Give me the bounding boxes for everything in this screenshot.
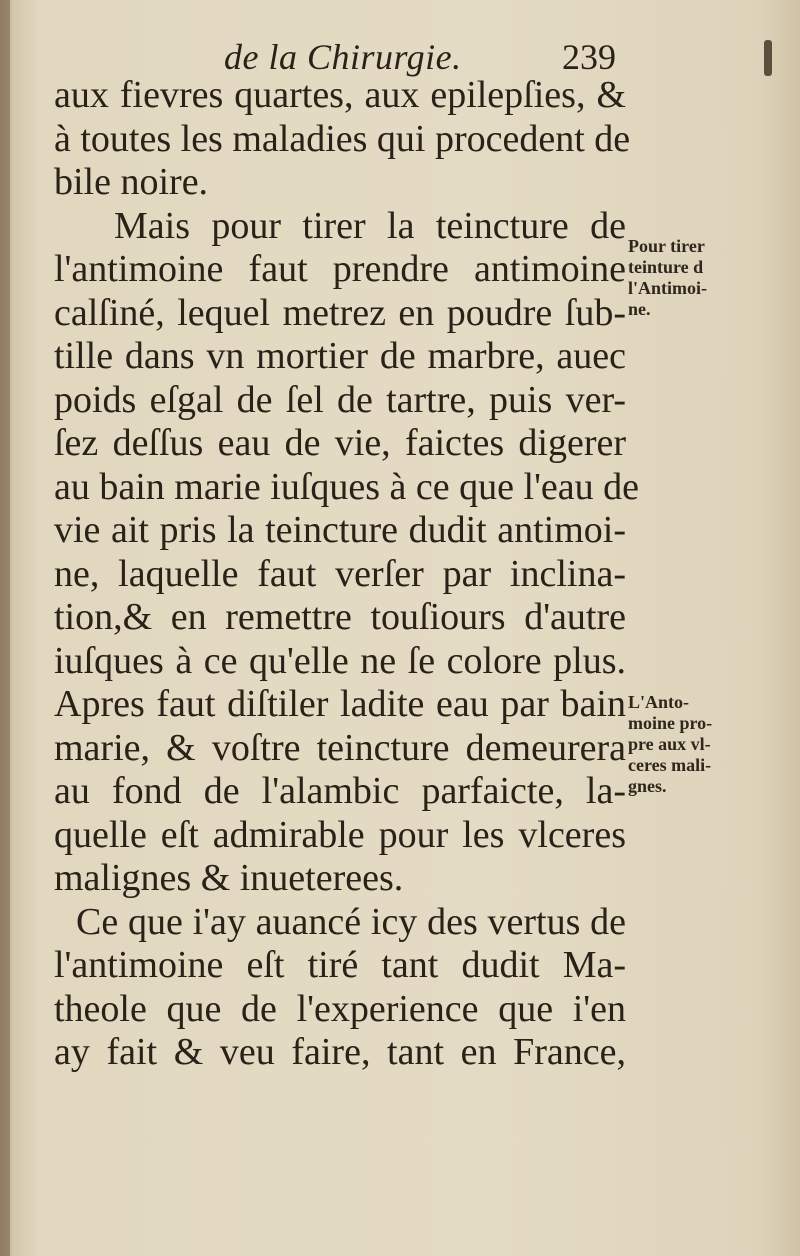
text-line: iuſques à ce qu'elle ne ſe colore plus. xyxy=(54,639,626,682)
text-line: theole que de l'experience que i'en xyxy=(54,987,626,1030)
margin-note-line: teinture d xyxy=(628,257,704,277)
text-line: marie, & voſtre teincture demeurera xyxy=(54,726,626,769)
margin-note-line: ne. xyxy=(628,299,651,319)
margin-note-line: gnes. xyxy=(628,776,667,796)
text-line: Ce que i'ay auancé icy des vertus de xyxy=(76,900,626,943)
text-line: ay fait & veu faire, tant en France, xyxy=(54,1031,626,1073)
page-number: 239 xyxy=(562,37,616,77)
text-line: l'antimoine faut prendre antimoine xyxy=(54,248,626,290)
body-text xyxy=(54,74,640,1075)
text-line: ſez deſſus eau de vie, faictes digerer xyxy=(54,422,626,464)
text-line: au fond de l'alambic parfaicte, la- xyxy=(54,770,626,812)
text-line: Mais pour tirer la teincture de xyxy=(114,204,626,247)
margin-note-line: Pour tirer xyxy=(628,236,705,256)
margin-note-line: moine pro- xyxy=(628,713,713,733)
text-line: calſiné, lequel metrez en poudre ſub- xyxy=(54,291,626,334)
text-line: malignes & inueterees. xyxy=(54,857,404,899)
margin-note xyxy=(628,236,758,320)
text-line: aux fievres quartes, aux epilepſies, & xyxy=(54,74,626,116)
text-line: au bain marie iuſques à ce que l'eau de xyxy=(54,465,640,508)
margin-note-line: L'Anto- xyxy=(628,692,690,712)
running-title: de la Chirurgie. xyxy=(224,37,462,77)
margin-note-line: ceres mali- xyxy=(628,755,712,775)
text-line: l'antimoine eſt tiré tant dudit Ma- xyxy=(54,944,626,986)
text-line: Apres faut diſtiler ladite eau par bain xyxy=(54,683,626,725)
text-line: à toutes les maladies qui procedent de xyxy=(54,117,631,160)
text-line: ne, laquelle faut verſer par inclina- xyxy=(54,552,626,595)
binding-gutter xyxy=(0,0,10,1256)
margin-note xyxy=(628,692,758,797)
text-line: tille dans vn mortier de marbre, auec xyxy=(54,335,626,377)
text-line: tion,& en remettre touſiours d'autre xyxy=(54,596,626,638)
text-line: bile noire. xyxy=(54,161,209,203)
text-line: poids eſgal de ſel de tartre, puis ver- xyxy=(54,378,626,421)
text-line: quelle eſt admirable pour les vlceres xyxy=(54,813,626,856)
margin-note-line: l'Antimoi- xyxy=(628,278,707,298)
margin-note-line: pre aux vl- xyxy=(628,734,711,754)
text-line: vie ait pris la teincture dudit antimoi- xyxy=(54,509,626,551)
